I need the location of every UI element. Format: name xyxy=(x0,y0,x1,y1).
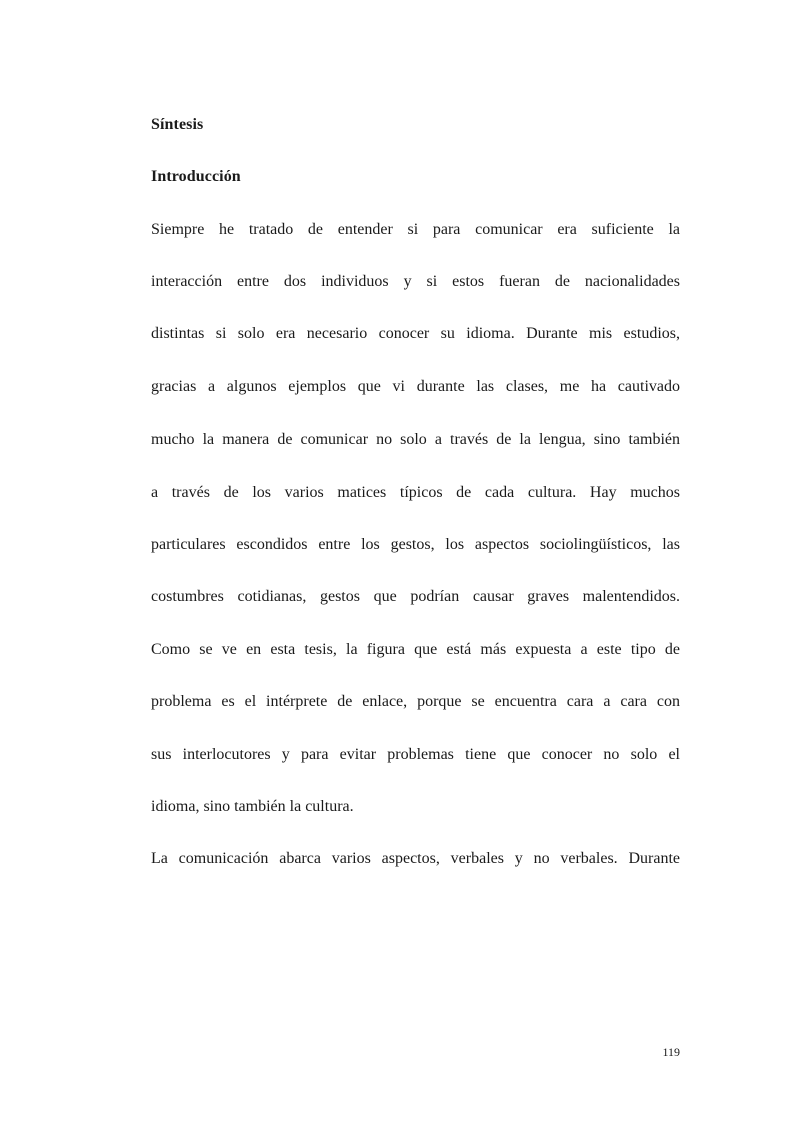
paragraph-line: La comunicación abarca varios aspectos, verbales y no verbales. Durante xyxy=(151,850,680,867)
paragraph-line: idioma, sino también la cultura. xyxy=(151,798,354,815)
section-heading: Introducción xyxy=(151,168,241,185)
paragraph-line: gracias a algunos ejemplos que vi durante las clases, me ha cautivado xyxy=(151,378,680,395)
paragraph-line: distintas si solo era necesario conocer su idioma. Durante mis estudios, xyxy=(151,325,680,342)
paragraph-line: Como se ve en esta tesis, la figura que está más expuesta a este tipo de xyxy=(151,641,680,658)
document-title: Síntesis xyxy=(151,116,204,133)
paragraph-line: costumbres cotidianas, gestos que podrían causar graves malentendidos. xyxy=(151,588,680,605)
paragraph-line: a través de los varios matices típicos de cada cultura. Hay muchos xyxy=(151,484,680,501)
paragraph-line: mucho la manera de comunicar no solo a través de la lengua, sino también xyxy=(151,431,680,448)
paragraph-line: interacción entre dos individuos y si estos fueran de nacionalidades xyxy=(151,273,680,290)
paragraph-line: Siempre he tratado de entender si para comunicar era suficiente la xyxy=(151,221,680,238)
paragraph-line: problema es el intérprete de enlace, porque se encuentra cara a cara con xyxy=(151,693,680,710)
paragraph-line: sus interlocutores y para evitar problemas tiene que conocer no solo el xyxy=(151,746,680,763)
paragraph-line: particulares escondidos entre los gestos, los aspectos sociolingüísticos, las xyxy=(151,536,680,553)
page-number: 119 xyxy=(662,1045,680,1059)
